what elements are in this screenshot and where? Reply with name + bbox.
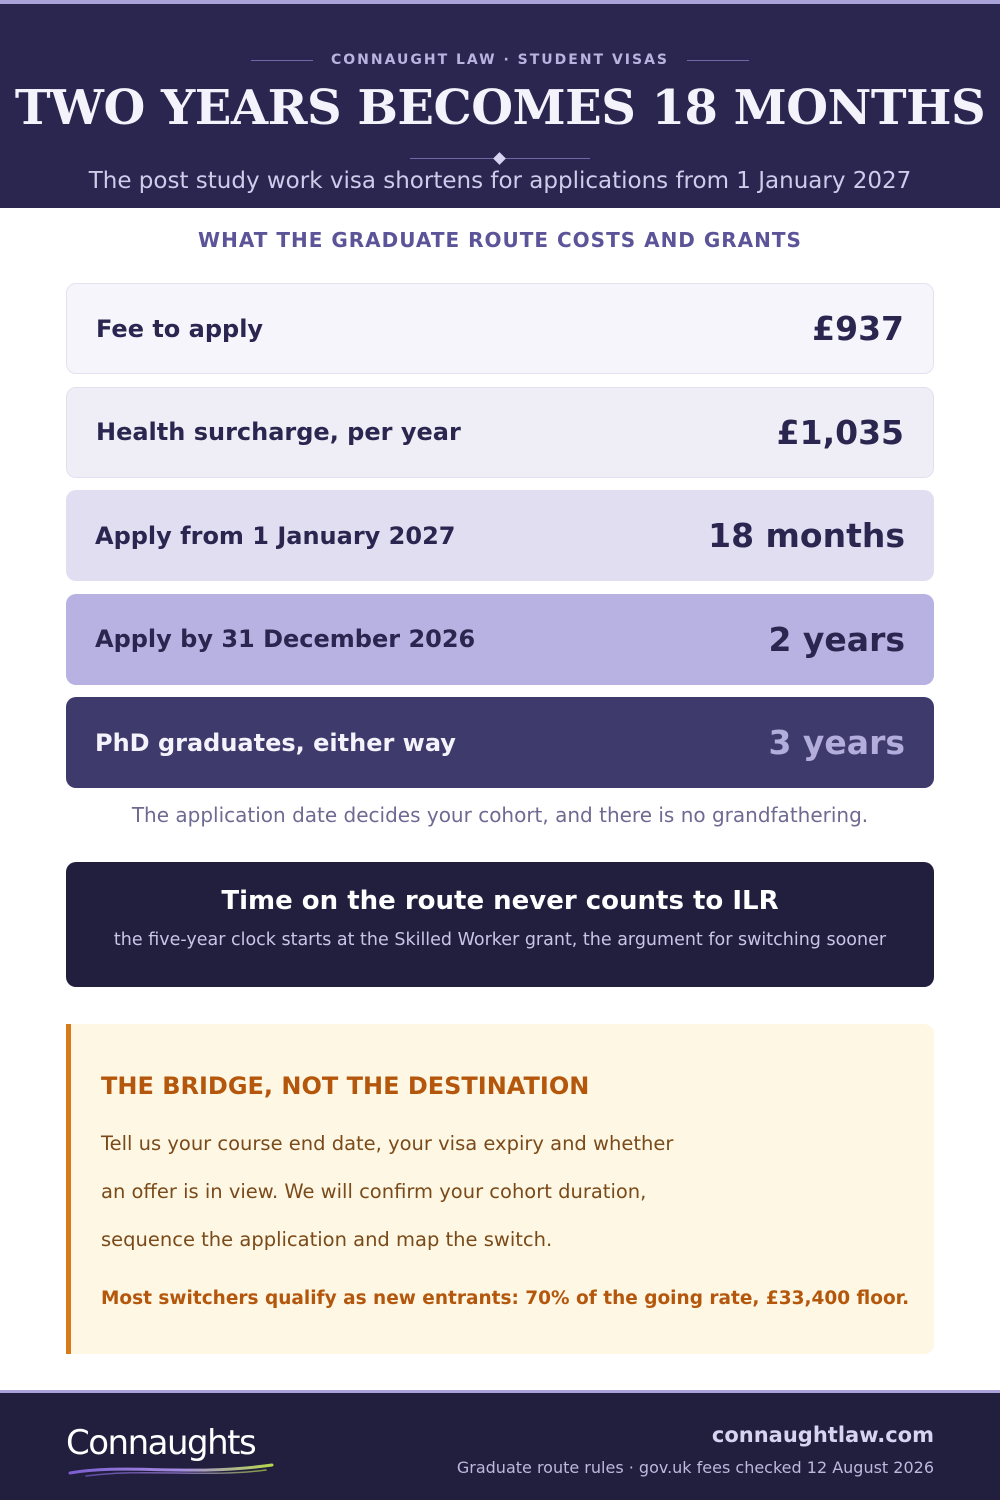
header-banner (0, 0, 1000, 208)
bridge-panel (66, 1024, 934, 1354)
eyebrow-rule-right (687, 60, 749, 61)
callout-subtitle: the five-year clock starts at the Skilled Worker grant, the argument for switching sooner (113, 930, 887, 950)
callout-title: Time on the route never counts to ILR (221, 886, 779, 916)
bridge-title: THE BRIDGE, NOT THE DESTINATION (101, 1072, 590, 1100)
logo-swoosh-icon (66, 1461, 276, 1479)
diamond-divider-icon (410, 152, 590, 166)
eyebrow-row (0, 48, 1000, 72)
row-value: £1,035 (776, 412, 904, 452)
row-apply-by-2026 (66, 594, 934, 685)
row-value: £937 (812, 309, 904, 348)
row-apply-from-2027 (66, 490, 934, 581)
bridge-body-line: an offer is in view. We will confirm your cohort duration, (101, 1180, 647, 1203)
section-heading: WHAT THE GRADUATE ROUTE COSTS AND GRANTS (198, 228, 802, 252)
row-label: Apply by 31 December 2026 (95, 625, 476, 653)
page-subtitle: The post study work visa shortens for applications from 1 January 2027 (88, 168, 912, 194)
bridge-body-line: Tell us your course end date, your visa expiry and whether (101, 1132, 674, 1155)
connaughts-logo (66, 1423, 286, 1483)
row-label: Health surcharge, per year (96, 418, 461, 446)
row-value: 3 years (768, 723, 905, 762)
row-health-surcharge (66, 387, 934, 478)
bridge-highlight: Most switchers qualify as new entrants: 70% of the going rate, £33,400 floor. (101, 1288, 910, 1309)
row-label: Fee to apply (96, 314, 264, 343)
page-title: TWO YEARS BECOMES 18 MONTHS (14, 80, 986, 136)
row-fee-to-apply (66, 283, 934, 374)
ilr-callout (66, 862, 934, 987)
cohort-note: The application date decides your cohort, and there is no grandfathering. (131, 803, 869, 827)
eyebrow-text: CONNAUGHT LAW · STUDENT VISAS (330, 52, 670, 68)
row-value: 2 years (768, 619, 905, 659)
row-label: PhD graduates, either way (95, 728, 456, 757)
bridge-body-line: sequence the application and map the switch. (101, 1228, 553, 1251)
eyebrow-rule-left (251, 60, 313, 61)
logo-wordmark: Connaughts (66, 1423, 256, 1463)
row-value: 18 months (708, 516, 905, 555)
cost-grant-list (66, 283, 934, 801)
row-label: Apply from 1 January 2027 (95, 521, 456, 550)
row-phd-graduates (66, 697, 934, 788)
footer-source-note: Graduate route rules · gov.uk fees checked 12 August 2026 (456, 1458, 934, 1477)
website-link[interactable]: connaughtlaw.com (711, 1423, 934, 1447)
footer (0, 1390, 1000, 1500)
